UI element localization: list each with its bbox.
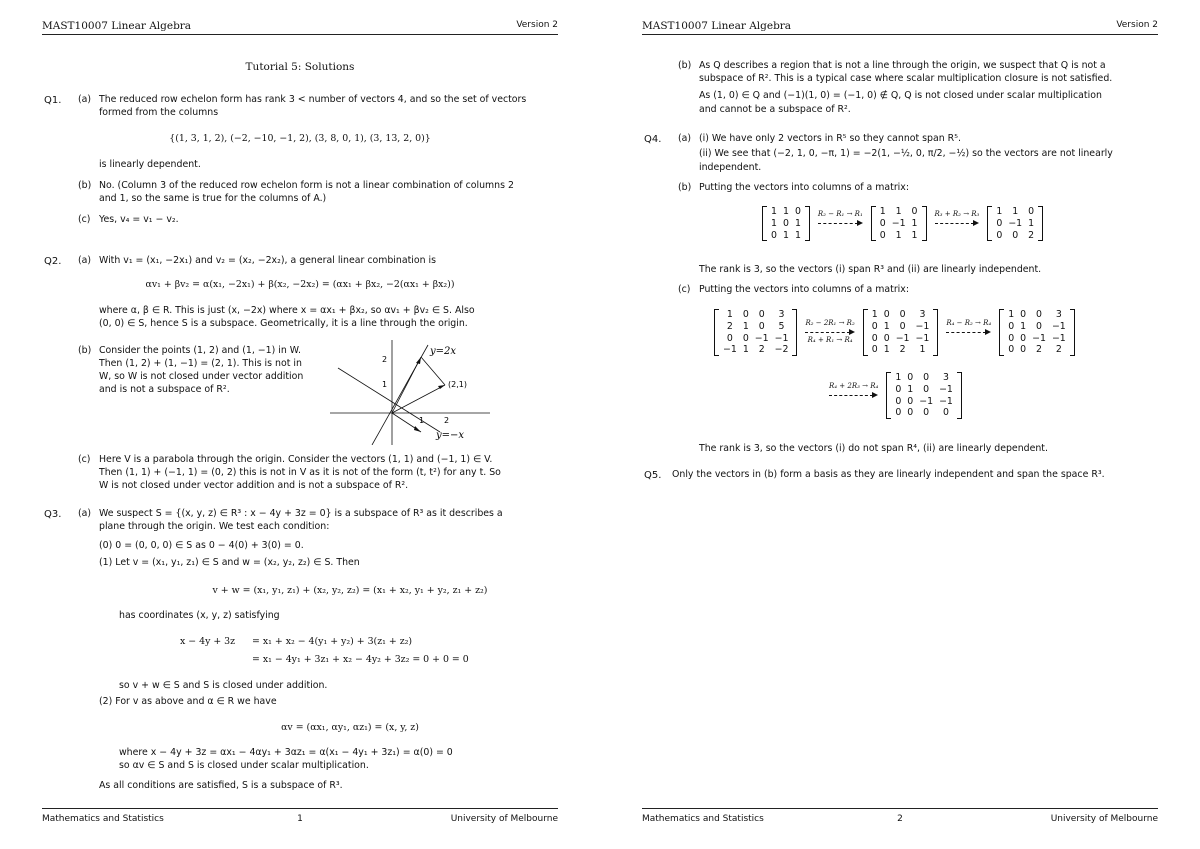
matrix-cell: 1 [895,372,902,383]
q2c-text-2: Then (1, 1) + (−1, 1) = (0, 2) this is not in V as it is not of the form (t, t²) for any t. So [99,467,501,478]
q2a-label: (a) [78,255,92,266]
version-label: Version 2 [1116,20,1158,30]
q3-number: Q3. [44,509,62,520]
matrix-row [1005,321,1069,333]
q4-number: Q4. [644,134,662,145]
matrix-cell: 1 [895,206,902,217]
page-footer [642,808,1158,825]
page-header [42,19,558,35]
matrix-cell: 0 [871,320,878,332]
matrix-cell: 0 [782,217,789,229]
matrix-cell: 0 [771,229,777,241]
footer-university: University of Melbourne [450,814,558,824]
q2b-label: (b) [78,345,92,356]
matrix-cell: 2 [726,320,733,332]
q2-number: Q2. [44,256,62,267]
matrix-cell: 1 [742,320,749,332]
matrix-cell: 1 [794,217,801,229]
q4c-matrix-2 [863,309,939,356]
matrix-cell: 1 [771,206,777,217]
matrix-row [869,309,933,321]
q1b-label: (b) [78,180,92,191]
matrix-cell: 0 [742,309,749,320]
matrix-cell: −1 [919,395,934,407]
q3b-line-4: and cannot be a subspace of R². [699,104,851,115]
matrix-cell: 2 [1028,229,1035,241]
matrix-row [768,206,804,218]
footer-dept: Mathematics and Statistics [42,814,164,824]
matrix-row [877,206,921,218]
matrix-cell: 1 [1020,320,1027,332]
q4c-matrix-4 [886,372,962,419]
matrix-row [1005,309,1069,321]
matrix-row [768,230,804,242]
matrix-row [892,396,956,408]
q3-eq-rhs-2: = x₁ − 4y₁ + 3z₁ + x₂ − 4y₂ + 3z₂ = 0 + 0 = 0 [252,654,469,665]
q1b-text-2: and 1, so the same is true for the columns of A.) [99,193,327,204]
matrix-cell: 1 [879,206,886,217]
matrix-cell: −1 [895,332,910,344]
matrix-row [768,218,804,230]
q4b-matrix-2 [871,206,927,241]
matrix-cell: 1 [782,206,789,217]
q3-condition-1: (1) Let v = (x₁, y₁, z₁) ∈ S and w = (x₂, y₂, z₂) ∈ S. Then [99,557,360,568]
matrix-cell: −1 [723,344,737,356]
q3-coords-text: has coordinates (x, y, z) satisfying [119,610,280,621]
q3b-line-3: As (1, 0) ∈ Q and (−1)(1, 0) = (−1, 0) ∉ Q, Q is not closed under scalar multiplication [699,90,1102,101]
q3b-line-1: As Q describes a region that is not a line through the origin, we suspect that Q is not a [699,60,1106,71]
matrix-cell: 0 [871,344,878,356]
q4a-ii-2: independent. [699,162,762,173]
q3-eq-rhs-1: = x₁ + x₂ − 4(y₁ + y₂) + 3(z₁ + z₂) [252,636,413,647]
matrix-cell: 1 [794,229,801,241]
page-2 [600,0,1200,849]
matrix-cell: 0 [879,229,886,241]
q3a-label: (a) [78,508,92,519]
page-number: 2 [897,814,903,824]
matrix-cell: 0 [895,407,902,419]
matrix-cell: 1 [883,320,890,332]
q3-closed-addition: so v + w ∈ S and S is closed under addition. [119,680,328,691]
q3b-line-2: subspace of R². This is a typical case where scalar multiplication closure is not satisfied. [699,73,1113,84]
page-number: 1 [297,814,303,824]
matrix-cell: 1 [996,206,1003,217]
matrix-row [993,206,1037,218]
matrix-cell: 0 [1012,229,1019,241]
matrix-cell: 2 [1036,344,1043,356]
q3-condition-2: (2) For v as above and α ∈ R we have [99,696,277,707]
matrix-row [869,321,933,333]
q2c-label: (c) [78,454,91,465]
matrix-cell: 0 [794,206,801,217]
matrix-cell: 0 [895,395,902,407]
matrix-cell: 0 [758,320,765,332]
q1-number: Q1. [44,95,62,106]
q4c-row-reduction-1 [714,309,1075,356]
matrix-cell: 3 [778,309,785,320]
matrix-cell: 1 [726,309,733,320]
line-y-neg-x [338,368,440,432]
q2b-line-4: and is not a subspace of R². [99,384,230,395]
matrix-cell: 1 [871,309,878,320]
q2a-equation: αv₁ + βv₂ = α(x₁, −2x₁) + β(x₂, −2x₂) = (αx₁ + βx₂, −2(αx₁ + βx₂)) [145,279,455,290]
matrix-row [720,309,791,321]
q4b-matrix-1 [762,206,810,241]
matrix-cell: −1 [915,332,930,344]
matrix-cell: 1 [1012,206,1019,217]
tick-x-2: 2 [444,416,450,425]
matrix-cell: 2 [1055,344,1062,356]
q3-closed-scalar: so αv ∈ S and S is closed under scalar multiplication. [119,760,369,771]
q4b-rank: The rank is 3, so the vectors (i) span R³ and (ii) are linearly independent. [699,264,1042,275]
label-point: (2,1) [448,380,467,389]
matrix-cell: −2 [774,344,789,356]
q4a-i: (i) We have only 2 vectors in R⁵ so they cannot span R⁵. [699,133,961,144]
q4c-op-3: R₄ + 2R₃ → R₄ [829,382,878,408]
matrix-cell: 0 [907,395,914,407]
tick-x-1: 1 [419,416,425,425]
matrix-cell: 1 [742,344,749,356]
matrix-cell: 0 [883,332,890,344]
q3-conclusion: As all conditions are satisfied, S is a subspace of R³. [99,780,343,791]
matrix-cell: 1 [895,229,902,241]
q1a-text-3: is linearly dependent. [99,159,201,170]
version-label: Version 2 [516,20,558,30]
vector-2-1 [392,385,445,413]
matrix-row [892,384,956,396]
matrix-cell: 0 [923,383,930,395]
q4b-text: Putting the vectors into columns of a matrix: [699,182,909,193]
q2a-text-2: where α, β ∈ R. This is just (x, −2x) where x = αx₁ + βx₂, so αv₁ + βv₂ ∈ S. Also [99,305,475,316]
matrix-cell: −1 [915,320,930,332]
q1c-text: Yes, v₄ = v₁ − v₂. [99,214,179,225]
matrix-cell: 2 [899,344,906,356]
q4a-label: (a) [678,133,692,144]
matrix-cell: 0 [899,320,906,332]
q2b-line-1: Consider the points (1, 2) and (1, −1) in W. [99,345,301,356]
matrix-cell: 0 [1008,344,1015,356]
matrix-cell: −1 [1051,320,1066,332]
matrix-cell: 0 [871,332,878,344]
matrix-cell: 1 [883,344,890,356]
matrix-cell: 1 [782,229,789,241]
matrix-row [877,218,921,230]
q2b-line-2: Then (1, 2) + (1, −1) = (2, 1). This is not in [99,358,302,369]
q2c-text-1: Here V is a parabola through the origin. Consider the vectors (1, 1) and (−1, 1) ∈ V. [99,454,493,465]
matrix-cell: 0 [895,383,902,395]
matrix-cell: 0 [943,407,949,419]
matrix-cell: 1 [1008,309,1015,320]
matrix-cell: −1 [774,332,789,344]
label-y-neg-x: y=−x [436,430,465,441]
tick-y-1: 1 [382,380,388,389]
matrix-cell: 0 [996,217,1003,229]
q1c-label: (c) [78,214,91,225]
matrix-cell: 0 [899,309,906,320]
matrix-cell: 0 [1020,332,1027,344]
matrix-cell: 0 [1028,206,1035,217]
matrix-row [869,333,933,345]
matrix-cell: 0 [742,332,749,344]
q4c-op-2: R₄ − R₂ → R₄ [946,319,991,345]
q1b-text-1: No. (Column 3 of the reduced row echelon form is not a linear combination of columns 2 [99,180,514,191]
q2a-text-1: With v₁ = (x₁, −2x₁) and v₂ = (x₂, −2x₂), a general linear combination is [99,255,437,266]
q4c-matrix-1 [714,309,797,356]
matrix-row [720,333,791,345]
vector-1-2 [392,357,421,413]
q3-condition-0: (0) 0 = (0, 0, 0) ∈ S as 0 − 4(0) + 3(0) = 0. [99,540,304,551]
parallelogram-edge [421,357,445,385]
matrix-cell: 0 [911,206,918,217]
matrix-cell: 0 [726,332,733,344]
q1a-text-2: formed from the columns [99,107,219,118]
matrix-row [1005,344,1069,356]
matrix-row [892,372,956,384]
q2b-line-3: W, so W is not closed under vector addition [99,371,304,382]
matrix-cell: −1 [891,217,906,229]
matrix-cell: 1 [1028,217,1035,229]
q4c-matrix-3 [999,309,1075,356]
q4c-row-reduction-2 [824,372,962,419]
matrix-cell: 3 [943,372,949,383]
matrix-cell: 0 [996,229,1003,241]
tutorial-title: Tutorial 5: Solutions [245,61,355,73]
matrix-cell: 0 [907,407,914,419]
matrix-cell: 0 [1008,332,1015,344]
course-title: MAST10007 Linear Algebra [42,20,192,32]
matrix-cell: 0 [883,309,890,320]
tick-y-2: 2 [382,355,388,364]
matrix-cell: 2 [758,344,765,356]
label-y-2x: y=2x [430,346,457,357]
matrix-cell: −1 [754,332,769,344]
matrix-cell: 0 [923,407,930,419]
page-header [642,19,1158,35]
matrix-cell: 1 [771,217,777,229]
subspace-graph [330,340,490,445]
q5-text: Only the vectors in (b) form a basis as they are linearly independent and span the space R³. [672,469,1105,480]
q4b-label: (b) [678,182,692,193]
matrix-row [720,321,791,333]
q3-sum-equation: v + w = (x₁, y₁, z₁) + (x₂, y₂, z₂) = (x₁ + x₂, y₁ + y₂, z₁ + z₂) [212,585,488,596]
matrix-cell: −1 [1032,332,1046,344]
q1a-label: (a) [78,94,92,105]
matrix-cell: 1 [911,217,918,229]
q4b-row-reduction [762,206,1043,241]
matrix-cell: 0 [879,217,886,229]
matrix-cell: −1 [1008,217,1023,229]
matrix-cell: 3 [1055,309,1062,320]
matrix-cell: 0 [1008,320,1015,332]
matrix-cell: 0 [907,372,914,383]
q4c-rank: The rank is 3, so the vectors (i) do not span R⁴, (ii) are linearly dependent. [699,443,1048,454]
matrix-cell: 0 [758,309,765,320]
q4b-op-1: R₂ − R₁ → R₁ [818,210,863,236]
matrix-cell: 3 [919,309,926,320]
q5-number: Q5. [644,470,662,481]
matrix-cell: 1 [919,344,926,356]
footer-university: University of Melbourne [1050,814,1158,824]
footer-dept: Mathematics and Statistics [642,814,764,824]
matrix-cell: 0 [923,372,930,383]
matrix-cell: 0 [1036,309,1043,320]
q3-scalar-equation: αv = (αx₁, αy₁, αz₁) = (x, y, z) [281,722,419,733]
matrix-row [720,344,791,356]
matrix-cell: 5 [778,320,785,332]
q1a-vector-set: {(1, 3, 1, 2), (−2, −10, −1, 2), (3, 8, 0, 1), (3, 13, 2, 0)} [169,133,431,144]
q4c-text: Putting the vectors into columns of a matrix: [699,284,909,295]
q4a-ii-1: (ii) We see that (−2, 1, 0, −π, 1) = −2(1, −½, 0, π/2, −½) so the vectors are not linearly [699,148,1113,159]
q1a-text-1: The reduced row echelon form has rank 3 < number of vectors 4, and so the set of vectors [99,94,527,105]
q4b-matrix-3 [987,206,1043,241]
matrix-cell: −1 [939,383,953,395]
matrix-row [892,407,956,419]
q3b-label: (b) [678,60,692,71]
q3a-text-1: We suspect S = {(x, y, z) ∈ R³ : x − 4y + 3z = 0} is a subspace of R³ as it describes a [99,508,503,519]
matrix-cell: 1 [911,229,918,241]
q3-eq-lhs: x − 4y + 3z [180,636,236,647]
matrix-row [877,230,921,242]
q4c-label: (c) [678,284,691,295]
matrix-row [993,230,1037,242]
q3-where-text: where x − 4y + 3z = αx₁ − 4αy₁ + 3αz₁ = α(x₁ − 4y₁ + 3z₁) = α(0) = 0 [119,747,453,758]
page-footer [42,808,558,825]
course-title: MAST10007 Linear Algebra [642,20,792,32]
matrix-row [869,344,933,356]
q4b-op-2: R₃ + R₂ → R₃ [935,210,980,236]
q3a-text-2: plane through the origin. We test each condition: [99,521,330,532]
matrix-cell: −1 [939,395,953,407]
matrix-cell: −1 [1051,332,1066,344]
matrix-cell: 1 [907,383,914,395]
matrix-row [993,218,1037,230]
matrix-cell: 0 [1020,309,1027,320]
matrix-row [1005,333,1069,345]
q2a-text-3: (0, 0) ∈ S, hence S is a subspace. Geometrically, it is a line through the origin. [99,318,468,329]
matrix-cell: 0 [1020,344,1027,356]
q4c-op-1: R₂ − 2R₁ → R₂ R₄ + R₁ → R₄ [805,319,855,344]
matrix-cell: 0 [1036,320,1043,332]
q2c-text-3: W is not closed under vector addition and is not a subspace of R². [99,480,409,491]
